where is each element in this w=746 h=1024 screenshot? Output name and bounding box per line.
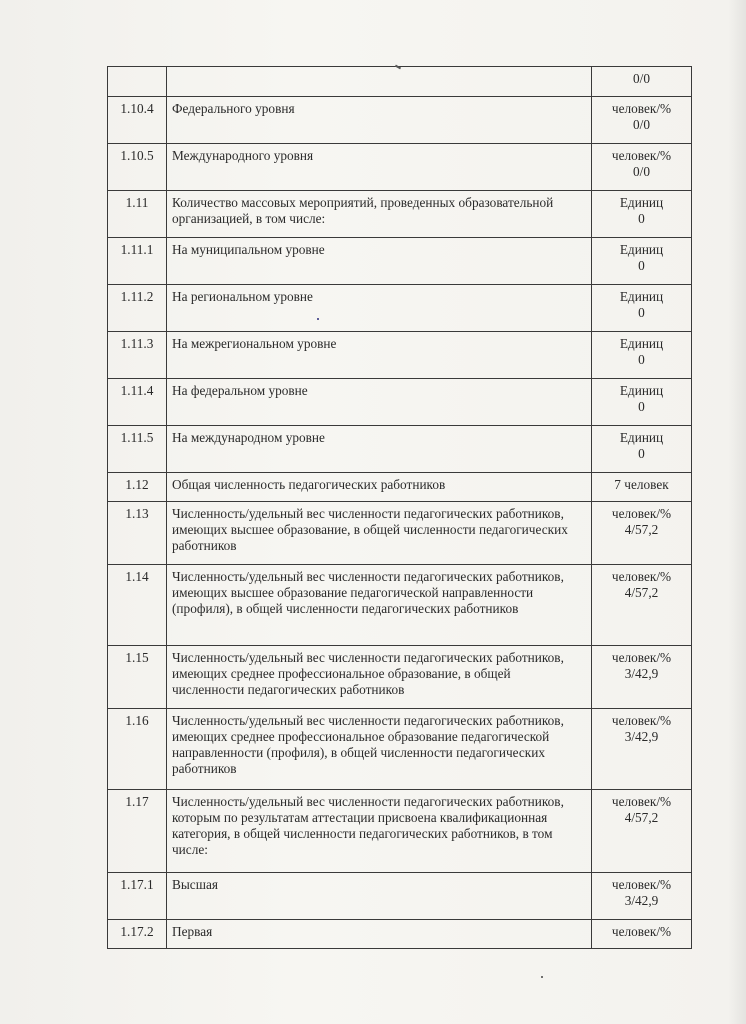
row-value: Единиц 0 [592,285,692,332]
table-row [108,646,692,709]
row-description: Высшая [167,873,592,920]
table-row [108,97,692,144]
table-row [108,285,692,332]
row-description: На региональном уровне [167,285,592,332]
table-row [108,379,692,426]
table-row [108,473,692,502]
table-row [108,67,692,97]
row-value: человек/% 0/0 [592,144,692,191]
row-value: Единиц 0 [592,332,692,379]
row-number: 1.11.5 [108,426,167,473]
row-number: 1.11.4 [108,379,167,426]
row-description: На межрегиональном уровне [167,332,592,379]
row-value: человек/% 4/57,2 [592,502,692,565]
table-row [108,565,692,646]
row-value: Единиц 0 [592,379,692,426]
row-number: 1.17 [108,790,167,873]
row-value: 7 человек [592,473,692,502]
page-edge-shadow [728,0,746,1024]
row-value: Единиц 0 [592,426,692,473]
table-row [108,873,692,920]
table-row [108,191,692,238]
row-number: 1.11.3 [108,332,167,379]
row-value: человек/% 4/57,2 [592,565,692,646]
row-number: 1.13 [108,502,167,565]
row-description: Численность/удельный вес численности педагогических работников, имеющих среднее профессиональное образование педагогической направленности (профиля), в общей численности педагогических работников [167,709,592,790]
row-description: Численность/удельный вес численности педагогических работников, которым по результатам аттестации присвоена квалификационная категория, в общей численности педагогических работников, в том числе: [167,790,592,873]
row-number: 1.14 [108,565,167,646]
row-description: Федерального уровня [167,97,592,144]
ink-dot [541,976,543,978]
row-description: Численность/удельный вес численности педагогических работников, имеющих высшее образование педагогической направленности (профиля), в общей численности педагогических работников [167,565,592,646]
row-number: 1.10.4 [108,97,167,144]
table-row [108,502,692,565]
row-value: человек/% 3/42,9 [592,709,692,790]
row-value: Единиц 0 [592,191,692,238]
table-row [108,426,692,473]
row-value: человек/% 3/42,9 [592,646,692,709]
row-value: человек/% 3/42,9 [592,873,692,920]
row-description: На федеральном уровне [167,379,592,426]
row-description: Численность/удельный вес численности педагогических работников, имеющих высшее образование, в общей численности педагогических работников [167,502,592,565]
table-row [108,144,692,191]
row-number [108,67,167,97]
row-number: 1.11.2 [108,285,167,332]
row-description: Международного уровня [167,144,592,191]
row-number: 1.12 [108,473,167,502]
row-value: 0/0 [592,67,692,97]
row-description: Общая численность педагогических работников [167,473,592,502]
row-description: Численность/удельный вес численности педагогических работников, имеющих среднее профессиональное образование, в общей численности педагогических работников [167,646,592,709]
row-number: 1.11 [108,191,167,238]
table-row [108,332,692,379]
table-row [108,920,692,949]
indicators-table [107,66,692,949]
row-number: 1.15 [108,646,167,709]
table-row [108,709,692,790]
row-number: 1.17.2 [108,920,167,949]
row-description: Первая [167,920,592,949]
row-value: человек/% [592,920,692,949]
row-description: На муниципальном уровне [167,238,592,285]
row-value: человек/% 0/0 [592,97,692,144]
row-description: На международном уровне [167,426,592,473]
row-number: 1.17.1 [108,873,167,920]
row-value: человек/% 4/57,2 [592,790,692,873]
row-description [167,67,592,97]
row-value: Единиц 0 [592,238,692,285]
table-row [108,238,692,285]
row-number: 1.10.5 [108,144,167,191]
row-number: 1.11.1 [108,238,167,285]
table-row [108,790,692,873]
row-number: 1.16 [108,709,167,790]
row-description: Количество массовых мероприятий, проведенных образовательной организацией, в том числе: [167,191,592,238]
ink-dot [317,318,319,320]
